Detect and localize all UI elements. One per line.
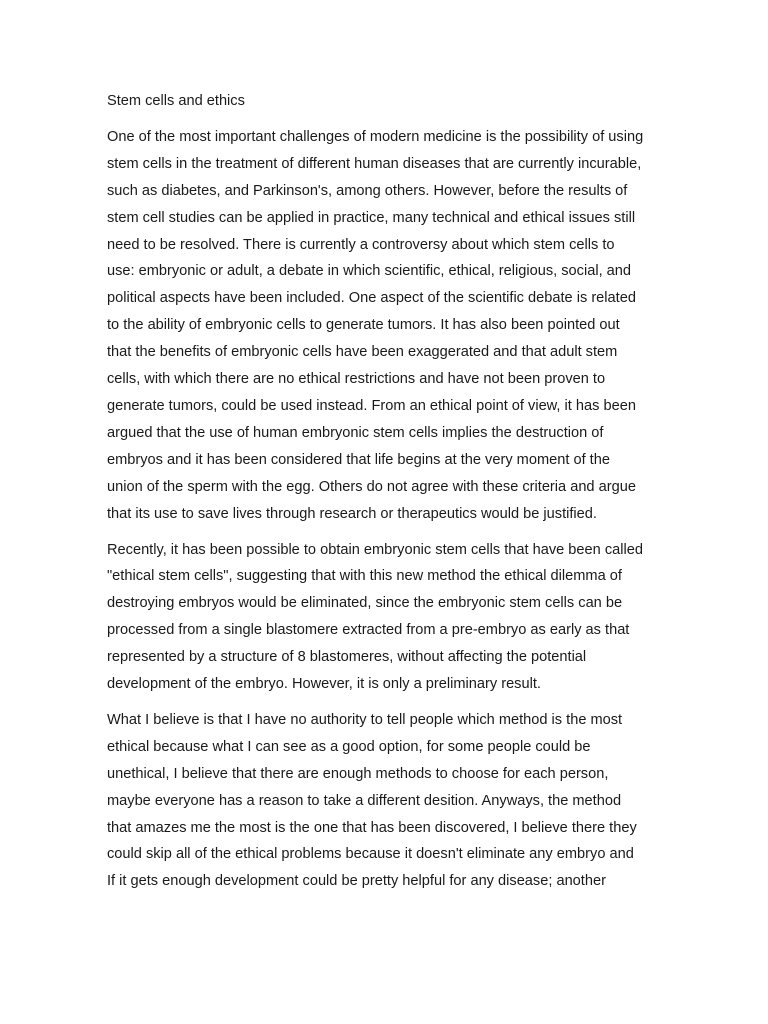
text-line: argued that the use of human embryonic stem cells implies the destruction of xyxy=(107,424,604,441)
text-line: such as diabetes, and Parkinson's, among others. However, before the results of xyxy=(107,182,628,199)
text-line: What I believe is that I have no authority to tell people which method is the most xyxy=(107,711,623,728)
document-title: Stem cells and ethics xyxy=(107,93,245,109)
text-line: embryos and it has been considered that life begins at the very moment of the xyxy=(107,451,610,468)
text-line: ethical because what I can see as a good option, for some people could be xyxy=(107,738,591,755)
text-line: represented by a structure of 8 blastomeres, without affecting the potential xyxy=(107,649,587,666)
text-line: stem cell studies can be applied in practice, many technical and ethical issues still xyxy=(107,209,636,226)
text-line: destroying embryos would be eliminated, since the embryonic stem cells can be xyxy=(107,595,623,612)
text-line: cells, with which there are no ethical restrictions and have not been proven to xyxy=(107,371,606,388)
text-line: processed from a single blastomere extracted from a pre-embryo as early as that xyxy=(107,622,630,639)
text-line: union of the sperm with the egg. Others do not agree with these criteria and argue xyxy=(107,478,636,495)
text-line: political aspects have been included. One aspect of the scientific debate is related xyxy=(107,290,636,307)
text-line: that its use to save lives through research or therapeutics would be justified. xyxy=(107,505,597,522)
text-line: development of the embryo. However, it is only a preliminary result. xyxy=(107,676,541,693)
text-line: need to be resolved. There is currently a controversy about which stem cells to xyxy=(107,236,615,253)
text-line: that amazes me the most is the one that has been discovered, I believe there they xyxy=(107,819,637,836)
text-line: "ethical stem cells", suggesting that with this new method the ethical dilemma of xyxy=(107,568,622,585)
text-line: could skip all of the ethical problems because it doesn't eliminate any embryo and xyxy=(107,846,634,863)
paragraph-3 xyxy=(107,707,663,895)
text-line: generate tumors, could be used instead. From an ethical point of view, it has been xyxy=(107,397,636,414)
text-line: that the benefits of embryonic cells have been exaggerated and that adult stem xyxy=(107,344,618,361)
paragraph-1 xyxy=(107,124,663,528)
text-line: use: embryonic or adult, a debate in which scientific, ethical, religious, social, and xyxy=(107,263,632,280)
text-line: unethical, I believe that there are enough methods to choose for each person, xyxy=(107,765,609,782)
text-line: Recently, it has been possible to obtain embryonic stem cells that have been called xyxy=(107,541,643,558)
document-body xyxy=(107,88,663,904)
text-line: maybe everyone has a reason to take a different desition. Anyways, the method xyxy=(107,792,622,809)
text-line: stem cells in the treatment of different human diseases that are currently incurable, xyxy=(107,155,642,172)
text-line: If it gets enough development could be pretty helpful for any disease; another xyxy=(107,873,606,890)
text-line: One of the most important challenges of modern medicine is the possibility of using xyxy=(107,128,644,145)
paragraph-2 xyxy=(107,537,663,698)
text-line: to the ability of embryonic cells to generate tumors. It has also been pointed out xyxy=(107,317,620,334)
